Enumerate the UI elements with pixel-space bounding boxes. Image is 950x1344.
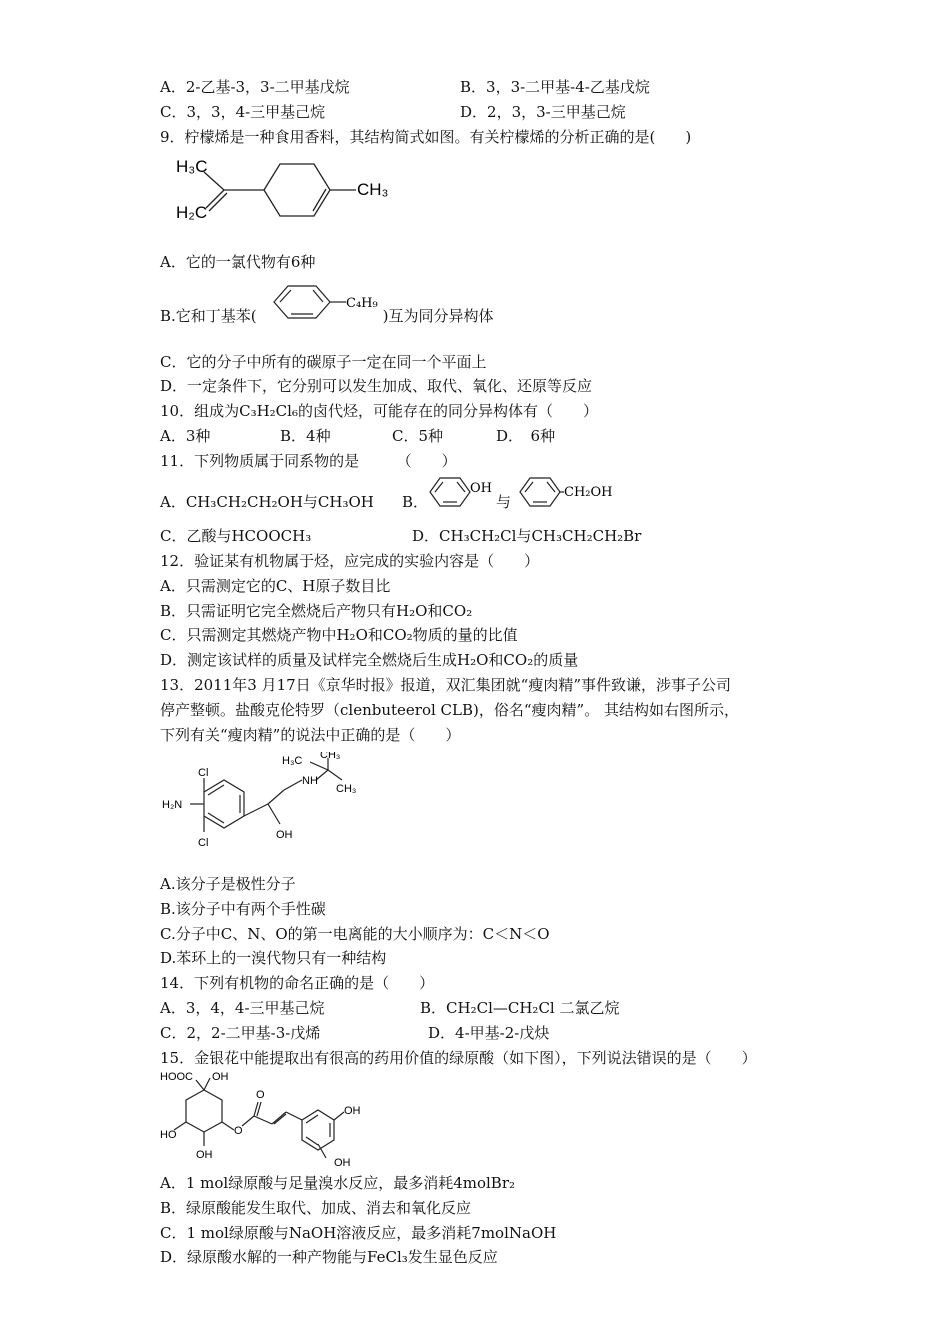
q10-option-d: D． 6种 [496,427,556,445]
benzyl-ch2oh-label: CH₂OH [564,485,613,500]
q11-stem: 11．下列物质属于同系物的是 （ ） [160,452,457,470]
q13-option-d: D.苯环上的一溴代物只有一种结构 [160,949,387,967]
q10-option-c: C．5种 [392,427,444,445]
q9-option-b-prefix: B.它和丁基苯( [160,307,257,325]
phenol-oh-label: OH [470,481,492,496]
clen-ch3-top: CH₃ [320,752,341,761]
q9-stem: 9．柠檬烯是一种食用香料，其结构简式如图。有关柠檬烯的分析正确的是( ) [160,128,692,146]
q11-option-c: C．乙酸与HCOOCH₃ [160,527,312,545]
q8-option-d: D．2，3，3-三甲基己烷 [460,103,626,121]
q9-option-c: C．它的分子中所有的碳原子一定在同一个平面上 [160,353,487,371]
q15-option-c: C．1 mol绿原酸与NaOH溶液反应，最多消耗7molNaOH [160,1224,557,1242]
butyl-label: C₄H₉ [346,296,378,311]
q15-option-b: B．绿原酸能发生取代、加成、消去和氧化反应 [160,1199,472,1217]
cga-oh-ring2: OH [334,1157,351,1168]
limonene-h3c-label: H₃C [176,157,208,176]
q13-stem-line2: 停产整顿。盐酸克伦特罗（clenbuteerol CLB)，俗名“瘦肉精”。 其结构如右图所示， [160,701,739,719]
cga-ho-left: HO [160,1129,177,1141]
clen-h3c: H₃C [282,755,303,767]
q14-option-a: A．3，4，4-三甲基己烷 [160,999,325,1017]
q8-option-a: A．2-乙基-3，3-二甲基戊烷 [160,78,350,96]
q15-option-a: A．1 mol绿原酸与足量溴水反应，最多消耗4molBr₂ [160,1174,515,1192]
q13-option-a: A.该分子是极性分子 [160,875,296,893]
q11-option-a: A．CH₃CH₂CH₂OH与CH₃OH [160,493,374,511]
cga-o-ester: O [234,1125,243,1137]
q9-option-d: D．一定条件下，它分别可以发生加成、取代、氧化、还原等反应 [160,377,593,395]
cga-hooc: HOOC [160,1071,193,1083]
q14-option-b: B．CH₂Cl—CH₂Cl 二氯乙烷 [420,999,620,1017]
q14-stem: 14．下列有机物的命名正确的是（ ） [160,974,435,992]
clen-nh: NH [302,775,318,787]
q9-option-b-suffix: )互为同分异构体 [382,307,494,325]
q13-option-c: C.分子中C、N、O的第一电离能的大小顺序为：C＜N＜O [160,925,550,943]
q11-option-b-prefix: B． [402,493,429,511]
q12-option-d: D．测定该试样的质量及试样完全燃烧后生成H₂O和CO₂的质量 [160,651,579,669]
limonene-structure [172,150,412,230]
clen-ch3-right: CH₃ [336,783,357,795]
q10-option-a: A．3种 [160,427,211,445]
q12-option-b: B．只需证明它完全燃烧后产物只有H₂O和CO₂ [160,602,473,620]
q13-stem-line1: 13．2011年3 月17日《京华时报》报道，双汇集团就“瘦肉精”事件致谦，涉事子公司 [160,676,731,694]
q14-option-c: C．2，2-二甲基-3-戊烯 [160,1024,321,1042]
q8-option-c: C．3，3，4-三甲基己烷 [160,103,326,121]
clen-h2n: H₂N [162,799,183,811]
cga-o-carbonyl: O [256,1089,265,1101]
clenbuterol-structure [160,752,370,868]
clen-cl-bottom: Cl [198,837,209,849]
q9-option-a: A．它的一氯代物有6种 [160,253,316,271]
chlorogenic-acid-structure [160,1068,380,1168]
cga-oh-lower: OH [196,1149,213,1161]
q13-option-b: B.该分子中有两个手性碳 [160,900,326,918]
q12-option-a: A．只需测定它的C、H原子数目比 [160,577,391,595]
q13-stem-line3: 下列有关“瘦肉精”的说法中正确的是（ ） [160,726,461,744]
q15-stem: 15．金银花中能提取出有很高的药用价值的绿原酸（如下图），下列说法错误的是（ ） [160,1049,757,1067]
clen-oh: OH [276,829,293,841]
clen-cl-top: Cl [198,767,209,779]
q15-option-d: D．绿原酸水解的一种产物能与FeCl₃发生显色反应 [160,1248,498,1266]
cga-oh-ring1: OH [344,1105,361,1117]
q8-option-b: B．3，3-二甲基-4-乙基戊烷 [460,78,650,96]
q12-option-c: C．只需测定其燃烧产物中H₂O和CO₂物质的量的比值 [160,626,518,644]
limonene-h2c-label: H₂C [176,203,208,222]
q11-option-d: D．CH₃CH₂Cl与CH₃CH₂CH₂Br [412,527,642,545]
q10-stem: 10．组成为C₃H₂Cl₆的卤代烃，可能存在的同分异构体有（ ） [160,402,598,420]
cga-oh-top: OH [212,1071,229,1083]
q12-stem: 12．验证某有机物属于烃，应完成的实验内容是（ ） [160,552,540,570]
butylbenzene-structure [266,282,396,332]
limonene-ch3-label: CH₃ [357,180,389,199]
phenol-structure [424,474,504,514]
q10-option-b: B．4种 [280,427,331,445]
benzyl-alcohol-structure [514,474,614,514]
q11-option-b-mid: 与 [496,493,512,511]
q14-option-d: D．4-甲基-2-戊炔 [428,1024,550,1042]
